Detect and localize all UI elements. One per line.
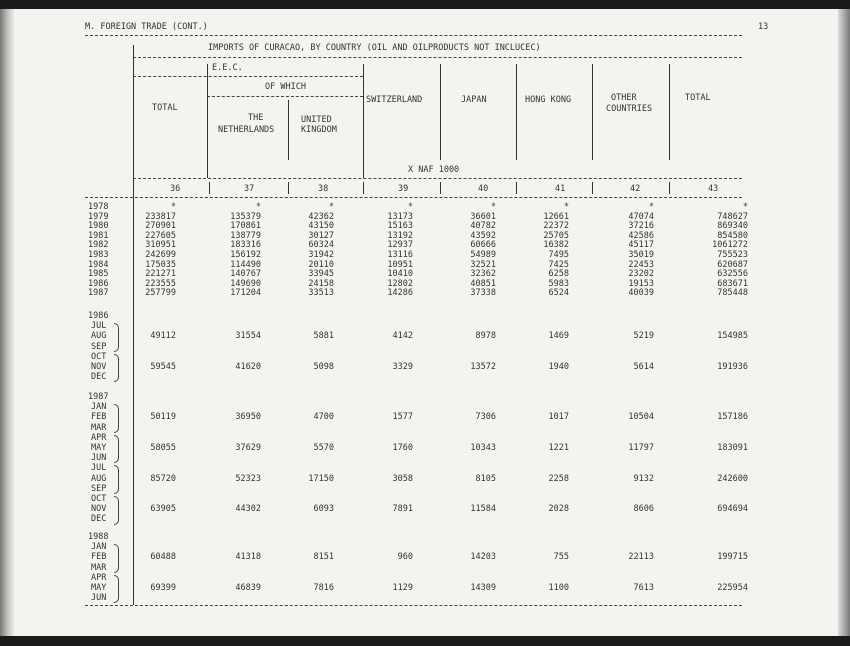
cell-value: 12802 bbox=[387, 278, 413, 289]
scan-border-top bbox=[0, 0, 850, 9]
cell-value: 13116 bbox=[387, 250, 413, 260]
cell-value: 14309 bbox=[470, 583, 496, 593]
month-label: MAY bbox=[91, 583, 107, 593]
cell-value: 32362 bbox=[470, 269, 496, 280]
cell-value: 12937 bbox=[387, 240, 413, 251]
month-label: JUN bbox=[91, 593, 107, 604]
month-label: JUL bbox=[91, 321, 107, 332]
column-separator bbox=[592, 182, 593, 194]
cell-value: 15163 bbox=[387, 221, 413, 232]
cell-value: 33945 bbox=[308, 269, 334, 280]
col-uk-2: KINGDOM bbox=[301, 125, 337, 135]
month-label: OCT bbox=[91, 351, 107, 362]
cell-value: 233817 bbox=[145, 211, 176, 222]
cell-value: 85720 bbox=[150, 473, 176, 484]
cell-value: 47074 bbox=[628, 211, 654, 222]
unit-label: X NAF 1000 bbox=[408, 165, 460, 175]
cell-value: 157186 bbox=[717, 412, 748, 423]
cell-value: 683671 bbox=[717, 278, 748, 289]
column-number: 41 bbox=[555, 184, 566, 194]
cell-value: 6093 bbox=[313, 504, 334, 515]
cell-value: 114490 bbox=[230, 259, 261, 270]
cell-value: 156192 bbox=[230, 250, 261, 260]
row-year: 1982 bbox=[88, 240, 109, 251]
cell-value: 13173 bbox=[387, 211, 413, 222]
cell-value: 13192 bbox=[387, 230, 413, 241]
column-number: 42 bbox=[630, 184, 641, 194]
cell-value: 45117 bbox=[628, 240, 654, 251]
eec-label: E.E.C. bbox=[212, 63, 243, 73]
cell-value: 221271 bbox=[145, 269, 176, 280]
row-year: 1986 bbox=[88, 278, 109, 289]
cell-value: 227605 bbox=[145, 230, 176, 241]
cell-value: 1940 bbox=[548, 362, 569, 372]
month-label: MAR bbox=[91, 562, 107, 573]
cell-value: 242699 bbox=[145, 250, 176, 260]
cell-value: 54989 bbox=[470, 250, 496, 260]
row-year: 1980 bbox=[88, 221, 109, 232]
cell-value: 5881 bbox=[313, 331, 334, 342]
column-separator bbox=[669, 182, 670, 194]
cell-value: 3329 bbox=[392, 362, 413, 372]
cell-value: 7613 bbox=[633, 583, 654, 593]
cell-value: 8606 bbox=[633, 504, 654, 515]
rule bbox=[85, 197, 742, 198]
cell-value: 52323 bbox=[235, 473, 261, 484]
cell-value: 8151 bbox=[313, 552, 334, 563]
cell-value: 25705 bbox=[543, 230, 569, 241]
cell-value: 1129 bbox=[392, 583, 413, 593]
column-separator bbox=[288, 182, 289, 194]
column-separator bbox=[363, 64, 364, 178]
cell-value: 5098 bbox=[313, 362, 334, 372]
cell-value: 2028 bbox=[548, 504, 569, 515]
column-number: 37 bbox=[244, 184, 255, 194]
rule bbox=[133, 178, 742, 179]
column-separator bbox=[207, 64, 208, 178]
cell-value: 58055 bbox=[150, 443, 176, 453]
cell-value: 43592 bbox=[470, 230, 496, 241]
cell-value: 5983 bbox=[548, 278, 569, 289]
cell-value: 37216 bbox=[628, 221, 654, 232]
cell-value: 41620 bbox=[235, 362, 261, 372]
rule bbox=[85, 605, 742, 606]
column-number: 39 bbox=[398, 184, 409, 194]
cell-value: 1221 bbox=[548, 443, 569, 453]
cell-value: 59545 bbox=[150, 362, 176, 372]
cell-value: 1577 bbox=[392, 412, 413, 423]
cell-value: 9132 bbox=[633, 473, 654, 484]
cell-value: 5570 bbox=[313, 443, 334, 453]
cell-value: 6524 bbox=[548, 288, 569, 299]
cell-value: 1017 bbox=[548, 412, 569, 423]
cell-value: 22113 bbox=[628, 552, 654, 563]
cell-value: 10504 bbox=[628, 412, 654, 423]
cell-value: 24158 bbox=[308, 278, 334, 289]
rule bbox=[207, 96, 363, 97]
cell-value: 16382 bbox=[543, 240, 569, 251]
rule bbox=[133, 57, 742, 58]
col-hong-kong: HONG KONG bbox=[525, 95, 572, 105]
cell-value: 2258 bbox=[548, 473, 569, 484]
month-label: MAY bbox=[91, 443, 107, 453]
cell-value: 632556 bbox=[717, 269, 748, 280]
cell-value: * bbox=[170, 202, 176, 212]
cell-value: 154985 bbox=[717, 331, 748, 342]
cell-value: 7306 bbox=[475, 412, 496, 423]
month-label: NOV bbox=[91, 504, 107, 515]
period-year: 1987 bbox=[88, 392, 109, 402]
month-label: MAR bbox=[91, 422, 107, 433]
scan-border-bottom bbox=[0, 636, 850, 646]
col-nl-2: NETHERLANDS bbox=[218, 125, 275, 135]
cell-value: 3058 bbox=[392, 473, 413, 484]
column-separator bbox=[440, 64, 441, 160]
cell-value: 60324 bbox=[308, 240, 334, 251]
cell-value: 149690 bbox=[230, 278, 261, 289]
cell-value: 8105 bbox=[475, 473, 496, 484]
cell-value: 37338 bbox=[470, 288, 496, 299]
cell-value: 60666 bbox=[470, 240, 496, 251]
cell-value: * bbox=[490, 202, 496, 212]
cell-value: 46839 bbox=[235, 583, 261, 593]
table-title: IMPORTS OF CURACAO, BY COUNTRY (OIL AND OILPRODUCTS NOT INCLUCEC) bbox=[208, 43, 541, 53]
cell-value: 785448 bbox=[717, 288, 748, 299]
month-label: SEP bbox=[91, 483, 107, 494]
cell-value: 40851 bbox=[470, 278, 496, 289]
cell-value: 49112 bbox=[150, 331, 176, 342]
cell-value: 13572 bbox=[470, 362, 496, 372]
cell-value: 63905 bbox=[150, 504, 176, 515]
col-uk-1: UNITED bbox=[301, 115, 332, 125]
cell-value: 10410 bbox=[387, 269, 413, 280]
cell-value: 199715 bbox=[717, 552, 748, 563]
scan-edge-right bbox=[838, 9, 850, 636]
cell-value: 36601 bbox=[470, 211, 496, 222]
cell-value: 19153 bbox=[628, 278, 654, 289]
cell-value: 869340 bbox=[717, 221, 748, 232]
cell-value: 1100 bbox=[548, 583, 569, 593]
column-separator bbox=[669, 64, 670, 160]
cell-value: 31942 bbox=[308, 250, 334, 260]
rule bbox=[85, 35, 742, 36]
cell-value: 37629 bbox=[235, 443, 261, 453]
cell-value: 43150 bbox=[308, 221, 334, 232]
cell-value: 33513 bbox=[308, 288, 334, 299]
cell-value: 22453 bbox=[628, 259, 654, 270]
row-year: 1981 bbox=[88, 230, 109, 241]
month-label: JAN bbox=[91, 402, 107, 413]
col-switzerland: SWITZERLAND bbox=[366, 95, 423, 105]
column-separator bbox=[209, 182, 210, 194]
section-title: M. FOREIGN TRADE (CONT.) bbox=[85, 22, 208, 32]
column-number: 40 bbox=[478, 184, 489, 194]
scan-edge-left bbox=[0, 9, 14, 636]
cell-value: 270901 bbox=[145, 221, 176, 232]
cell-value: 14286 bbox=[387, 288, 413, 299]
cell-value: 42362 bbox=[308, 211, 334, 222]
cell-value: 30127 bbox=[308, 230, 334, 241]
cell-value: 1469 bbox=[548, 331, 569, 342]
cell-value: 12661 bbox=[543, 211, 569, 222]
cell-value: 170861 bbox=[230, 221, 261, 232]
month-label: FEB bbox=[91, 552, 107, 563]
month-label: AUG bbox=[91, 331, 107, 342]
cell-value: 5219 bbox=[633, 331, 654, 342]
column-number: 36 bbox=[170, 184, 181, 194]
cell-value: 7891 bbox=[392, 504, 413, 515]
cell-value: 20110 bbox=[308, 259, 334, 270]
cell-value: 35019 bbox=[628, 250, 654, 260]
month-label: APR bbox=[91, 432, 107, 443]
cell-value: 40039 bbox=[628, 288, 654, 299]
cell-value: * bbox=[407, 202, 413, 212]
column-separator bbox=[440, 182, 441, 194]
cell-value: 620687 bbox=[717, 259, 748, 270]
cell-value: 32521 bbox=[470, 259, 496, 270]
cell-value: * bbox=[648, 202, 654, 212]
month-label: JUL bbox=[91, 463, 107, 474]
cell-value: 854580 bbox=[717, 230, 748, 241]
cell-value: 7816 bbox=[313, 583, 334, 593]
cell-value: 31554 bbox=[235, 331, 261, 342]
col-japan: JAPAN bbox=[461, 95, 487, 105]
cell-value: 42586 bbox=[628, 230, 654, 241]
column-separator bbox=[363, 182, 364, 194]
row-year: 1978 bbox=[88, 202, 109, 212]
col-other-1: OTHER bbox=[611, 93, 637, 103]
cell-value: 5614 bbox=[633, 362, 654, 372]
row-year: 1987 bbox=[88, 288, 109, 299]
column-number: 43 bbox=[708, 184, 719, 194]
col-total: TOTAL bbox=[685, 93, 711, 103]
cell-value: 1760 bbox=[392, 443, 413, 453]
cell-value: 140767 bbox=[230, 269, 261, 280]
cell-value: 41318 bbox=[235, 552, 261, 563]
cell-value: * bbox=[742, 202, 748, 212]
cell-value: 183316 bbox=[230, 240, 261, 251]
cell-value: 14203 bbox=[470, 552, 496, 563]
cell-value: 36950 bbox=[235, 412, 261, 423]
cell-value: 10343 bbox=[470, 443, 496, 453]
cell-value: * bbox=[328, 202, 334, 212]
cell-value: 69399 bbox=[150, 583, 176, 593]
month-label: DEC bbox=[91, 514, 107, 525]
row-year: 1985 bbox=[88, 269, 109, 280]
cell-value: 11797 bbox=[628, 443, 654, 453]
rule bbox=[133, 76, 363, 77]
month-label: DEC bbox=[91, 372, 107, 383]
cell-value: * bbox=[255, 202, 261, 212]
cell-value: 22372 bbox=[543, 221, 569, 232]
cell-value: 7425 bbox=[548, 259, 569, 270]
cell-value: 44302 bbox=[235, 504, 261, 515]
page-number: 13 bbox=[758, 22, 769, 32]
cell-value: 50119 bbox=[150, 412, 176, 423]
period-year: 1988 bbox=[88, 532, 109, 542]
period-year: 1986 bbox=[88, 311, 109, 321]
cell-value: 11584 bbox=[470, 504, 496, 515]
cell-value: 1061272 bbox=[712, 240, 748, 251]
cell-value: 6258 bbox=[548, 269, 569, 280]
column-separator bbox=[288, 100, 289, 160]
cell-value: 175035 bbox=[145, 259, 176, 270]
row-year: 1984 bbox=[88, 259, 109, 270]
cell-value: 23202 bbox=[628, 269, 654, 280]
month-label: APR bbox=[91, 572, 107, 583]
cell-value: 4700 bbox=[313, 412, 334, 423]
cell-value: 223555 bbox=[145, 278, 176, 289]
col-other-2: COUNTRIES bbox=[606, 104, 653, 114]
cell-value: 225954 bbox=[717, 583, 748, 593]
cell-value: 135379 bbox=[230, 211, 261, 222]
cell-value: 8978 bbox=[475, 331, 496, 342]
cell-value: 257799 bbox=[145, 288, 176, 299]
cell-value: 755 bbox=[553, 552, 569, 563]
cell-value: 242600 bbox=[717, 473, 748, 484]
column-separator bbox=[516, 182, 517, 194]
month-label: JUN bbox=[91, 453, 107, 464]
cell-value: * bbox=[563, 202, 569, 212]
month-label: AUG bbox=[91, 473, 107, 484]
month-label: FEB bbox=[91, 412, 107, 423]
cell-value: 191936 bbox=[717, 362, 748, 372]
column-separator bbox=[592, 64, 593, 160]
row-year: 1979 bbox=[88, 211, 109, 222]
cell-value: 310951 bbox=[145, 240, 176, 251]
cell-value: 748627 bbox=[717, 211, 748, 222]
cell-value: 4142 bbox=[392, 331, 413, 342]
month-label: SEP bbox=[91, 341, 107, 352]
cell-value: 960 bbox=[397, 552, 413, 563]
col-nl-1: THE bbox=[248, 113, 264, 123]
cell-value: 10951 bbox=[387, 259, 413, 270]
column-separator bbox=[516, 64, 517, 160]
cell-value: 17150 bbox=[308, 473, 334, 484]
col-eec-total: TOTAL bbox=[152, 103, 178, 113]
cell-value: 183091 bbox=[717, 443, 748, 453]
column-separator bbox=[133, 45, 134, 605]
month-label: OCT bbox=[91, 494, 107, 504]
of-which-label: OF WHICH bbox=[265, 82, 306, 92]
row-year: 1983 bbox=[88, 250, 109, 260]
cell-value: 7495 bbox=[548, 250, 569, 260]
cell-value: 694694 bbox=[717, 504, 748, 515]
cell-value: 60488 bbox=[150, 552, 176, 563]
month-label: NOV bbox=[91, 362, 107, 372]
cell-value: 171204 bbox=[230, 288, 261, 299]
column-number: 38 bbox=[318, 184, 329, 194]
cell-value: 40782 bbox=[470, 221, 496, 232]
cell-value: 755523 bbox=[717, 250, 748, 260]
month-label: JAN bbox=[91, 542, 107, 553]
cell-value: 138779 bbox=[230, 230, 261, 241]
